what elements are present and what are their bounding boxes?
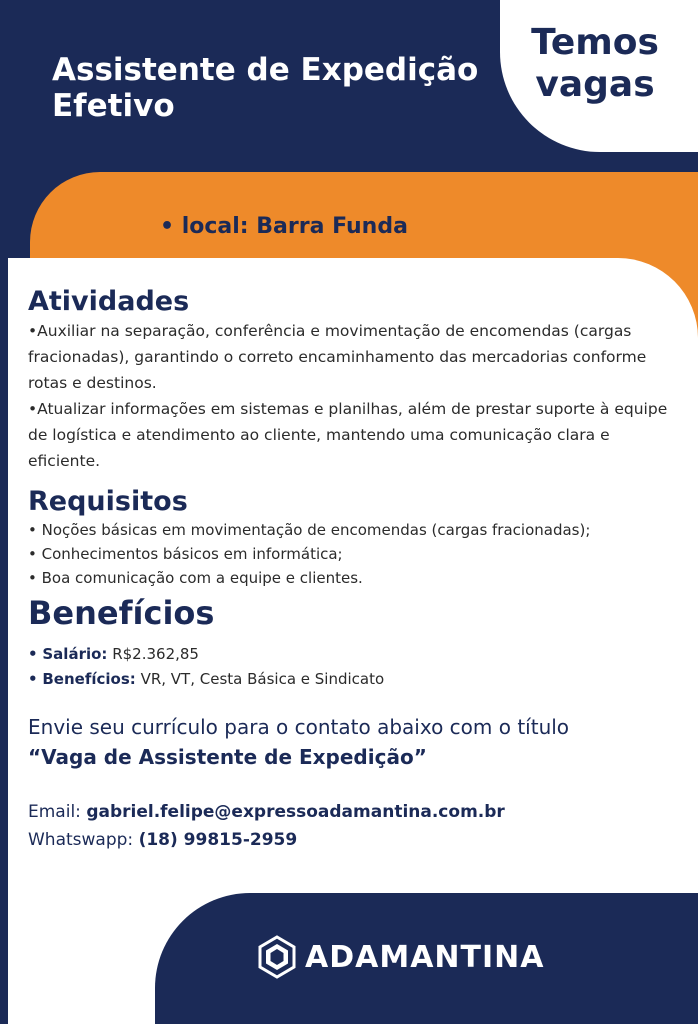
bullet: • (28, 645, 38, 663)
requirement-item: • Conhecimentos básicos em informática; (28, 545, 343, 563)
whatsapp-row (28, 826, 678, 854)
company-logo (255, 935, 544, 979)
benefits-heading: Benefícios (28, 594, 215, 632)
page-title (52, 52, 478, 124)
apply-instructions (28, 712, 678, 772)
apply-line: Envie seu currículo para o contato abaixo com o título (28, 715, 570, 739)
benefits-list (28, 642, 678, 692)
salary-label: Salário: (42, 645, 108, 663)
badge-line-2: vagas (535, 64, 655, 105)
activity-item: •Auxiliar na separação, conferência e movimentação de encomendas (cargas fracionadas), garantindo o correto encaminhamento das mercadorias conforme rotas e destinos. (28, 322, 647, 392)
benefits-item (28, 667, 678, 692)
title-line-2: Efetivo (52, 88, 175, 124)
contact-info (28, 798, 678, 854)
benefits-label: Benefícios: (42, 670, 136, 688)
salary-value: R$2.362,85 (112, 645, 199, 663)
apply-subject: “Vaga de Assistente de Expedição” (28, 745, 427, 769)
email-link[interactable]: gabriel.felipe@expressoadamantina.com.br (86, 802, 505, 822)
activities-heading: Atividades (28, 286, 190, 317)
requirements-heading: Requisitos (28, 486, 188, 517)
requirement-item: • Boa comunicação com a equipe e clientes. (28, 569, 363, 587)
hexagon-logo-icon (255, 935, 299, 979)
bullet: • (28, 670, 38, 688)
logo-text: ADAMANTINA (305, 939, 545, 975)
job-details (28, 286, 678, 854)
email-row (28, 798, 678, 826)
whatsapp-label: Whatswapp: (28, 830, 134, 850)
salary-item (28, 642, 678, 667)
requirements-list (28, 518, 678, 590)
whatsapp-number[interactable]: (18) 99815-2959 (138, 830, 298, 850)
title-line-1: Assistente de Expedição (52, 52, 479, 88)
activity-item: •Atualizar informações em sistemas e planilhas, além de prestar suporte à equipe de logística e atendimento ao cliente, mantendo uma comunicação clara e eficiente. (28, 400, 668, 470)
location-text: • local: Barra Funda (160, 214, 408, 239)
requirement-item: • Noções básicas em movimentação de encomendas (cargas fracionadas); (28, 521, 591, 539)
email-label: Email: (28, 802, 81, 822)
badge-line-1: Temos (531, 22, 659, 63)
benefits-value: VR, VT, Cesta Básica e Sindicato (140, 670, 385, 688)
vacancy-badge-text (515, 22, 675, 106)
